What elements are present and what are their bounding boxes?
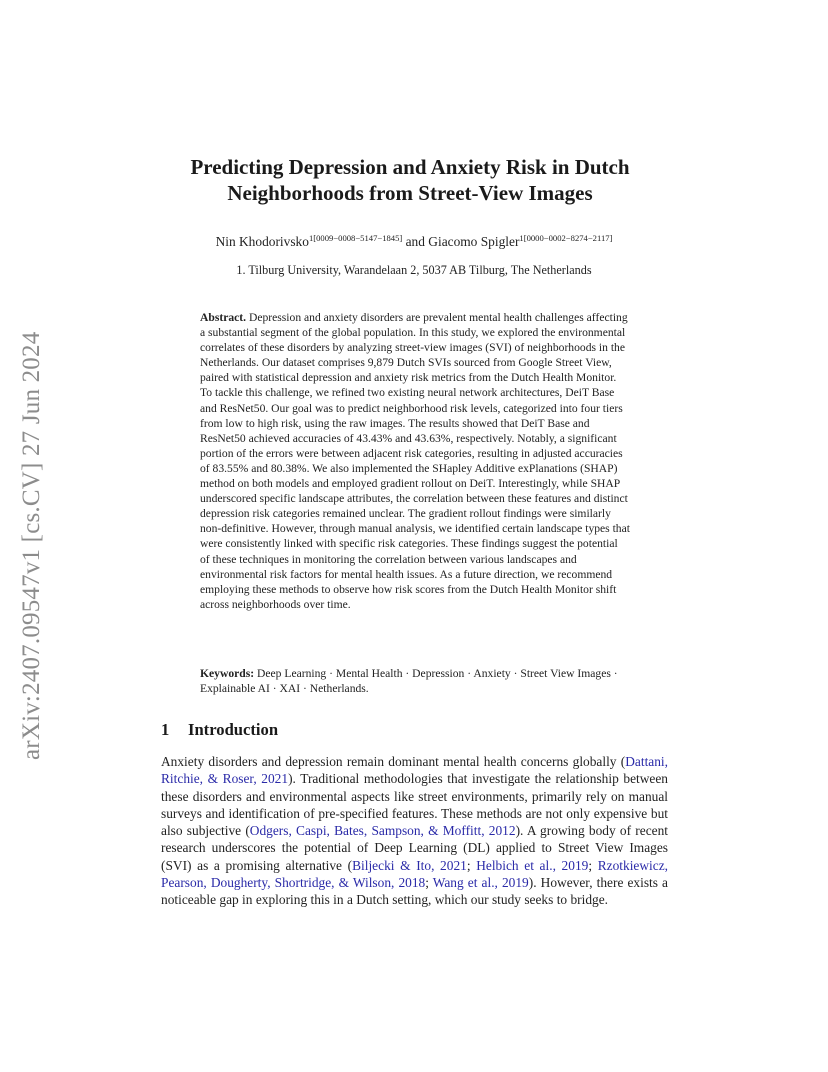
intro-text: ). However, there exists a noticeable gap in exploring this in a Dutch setting, which our study seeks to bridge. [161, 875, 669, 908]
citation-link[interactable]: Odgers, Caspi, Bates, Sampson, & Moffitt, 2012 [249, 823, 516, 839]
paper-title: Predicting Depression and Anxiety Risk in Dutch Neighborhoods from Street-View Images [190, 155, 630, 205]
citation-link[interactable]: Wang et al., 2019 [432, 875, 529, 891]
keywords-text: Deep Learning · Mental Health · Depression · Anxiety · Street View Images · Explainable AI · XAI · Netherlands. [200, 667, 618, 696]
author-1-name: Nin Khodorivsko [215, 234, 309, 249]
keywords-label: Keywords: [200, 667, 255, 680]
abstract-paragraph-2: To tackle this challenge, we refined two existing neural network architectures, DeiT Base and ResNet50. Our goal was to predict neighborhood risk levels, categorized into four tiers from low to high risk, using the raw images. The results showed that DeiT Base and ResNet50 achieved accuracies of 43.43% and 43.63%, respectively. Notably, a significant portion of the errors were between adjacent risk categories, resulting in adjusted accuracies of 83.55% and 80.38%. We also implemented the SHapley Additive exPlanations (SHAP) method on both models and employed gradient rollout on DeiT. Interestingly, while SHAP underscored specific landscape attributes, the correlation between these features and distinct depression risk categories remained unclear. The gradient rollout findings were similarly non-definitive. However, through manual analysis, we identified certain landscape types that were consistently linked with specific risk categories. These findings suggest the potential of these techniques in monitoring the correlation between various landscapes and environmental risk factors for mental health issues. As a future direction, we recommend employing these methods to observe how risk scores from the Dutch Health Monitor shift across neighborhoods over time. [200, 386, 630, 611]
author-conjunction: and [402, 234, 429, 249]
introduction-body [161, 753, 668, 909]
intro-paragraph [161, 753, 668, 909]
affiliation: 1. Tilburg University, Warandelaan 2, 5037 AB Tilburg, The Netherlands [236, 263, 592, 277]
citation-link[interactable]: Helbich et al., 2019 [476, 857, 589, 873]
author-line [150, 233, 678, 251]
citation-link[interactable]: Biljecki & Ito, 2021 [352, 857, 467, 873]
citation-separator: ; [466, 857, 477, 873]
abstract [200, 310, 630, 612]
abstract-paragraph-1 [200, 310, 630, 385]
section-heading [161, 720, 278, 740]
citation-separator: ; [588, 857, 598, 873]
keywords [200, 666, 630, 696]
section-number: 1 [161, 720, 170, 739]
citation-link[interactable]: Dattani, Ritchie, & Roser, 2021 [161, 754, 668, 787]
author-1-orcid: 1[0009−0008−5147−1845] [308, 233, 403, 243]
intro-text: Anxiety disorders and depression remain dominant mental health concerns globally ( [161, 754, 626, 769]
intro-text: ). Traditional methodologies that investigate the relationship between these disorders and environmental aspects like street environments, primarily rely on manual surveys and identification of pre-specified features. These methods are not only expensive but also subjective ( [161, 771, 668, 839]
arxiv-stamp: arXiv:2407.09547v1 [cs.CV] 27 Jun 2024 [18, 331, 45, 760]
abstract-label: Abstract. [200, 311, 247, 324]
author-2-name: Giacomo Spigler [428, 234, 520, 249]
citation-separator: ; [425, 875, 433, 891]
abstract-text-1: Depression and anxiety disorders are prevalent mental health challenges affecting a substantial segment of the global population. In this study, we explored the environmental correlates of these disorders by analyzing street-view images (SVI) of neighborhoods in the Netherlands. Our dataset comprises 9,879 Dutch SVIs sourced from Google Street View, paired with statistical depression and anxiety risk metrics from the Dutch Health Monitor. [200, 311, 628, 385]
section-title: Introduction [188, 720, 279, 739]
author-2-orcid: 1[0000−0002−8274−2117] [519, 233, 613, 243]
citation-link[interactable]: Rzotkiewicz, Pearson, Dougherty, Shortridge, & Wilson, 2018 [161, 857, 668, 891]
intro-text: ). A growing body of recent research underscores the potential of Deep Learning (DL) applied to Street View Images (SVI) as a promising alternative ( [161, 823, 668, 873]
